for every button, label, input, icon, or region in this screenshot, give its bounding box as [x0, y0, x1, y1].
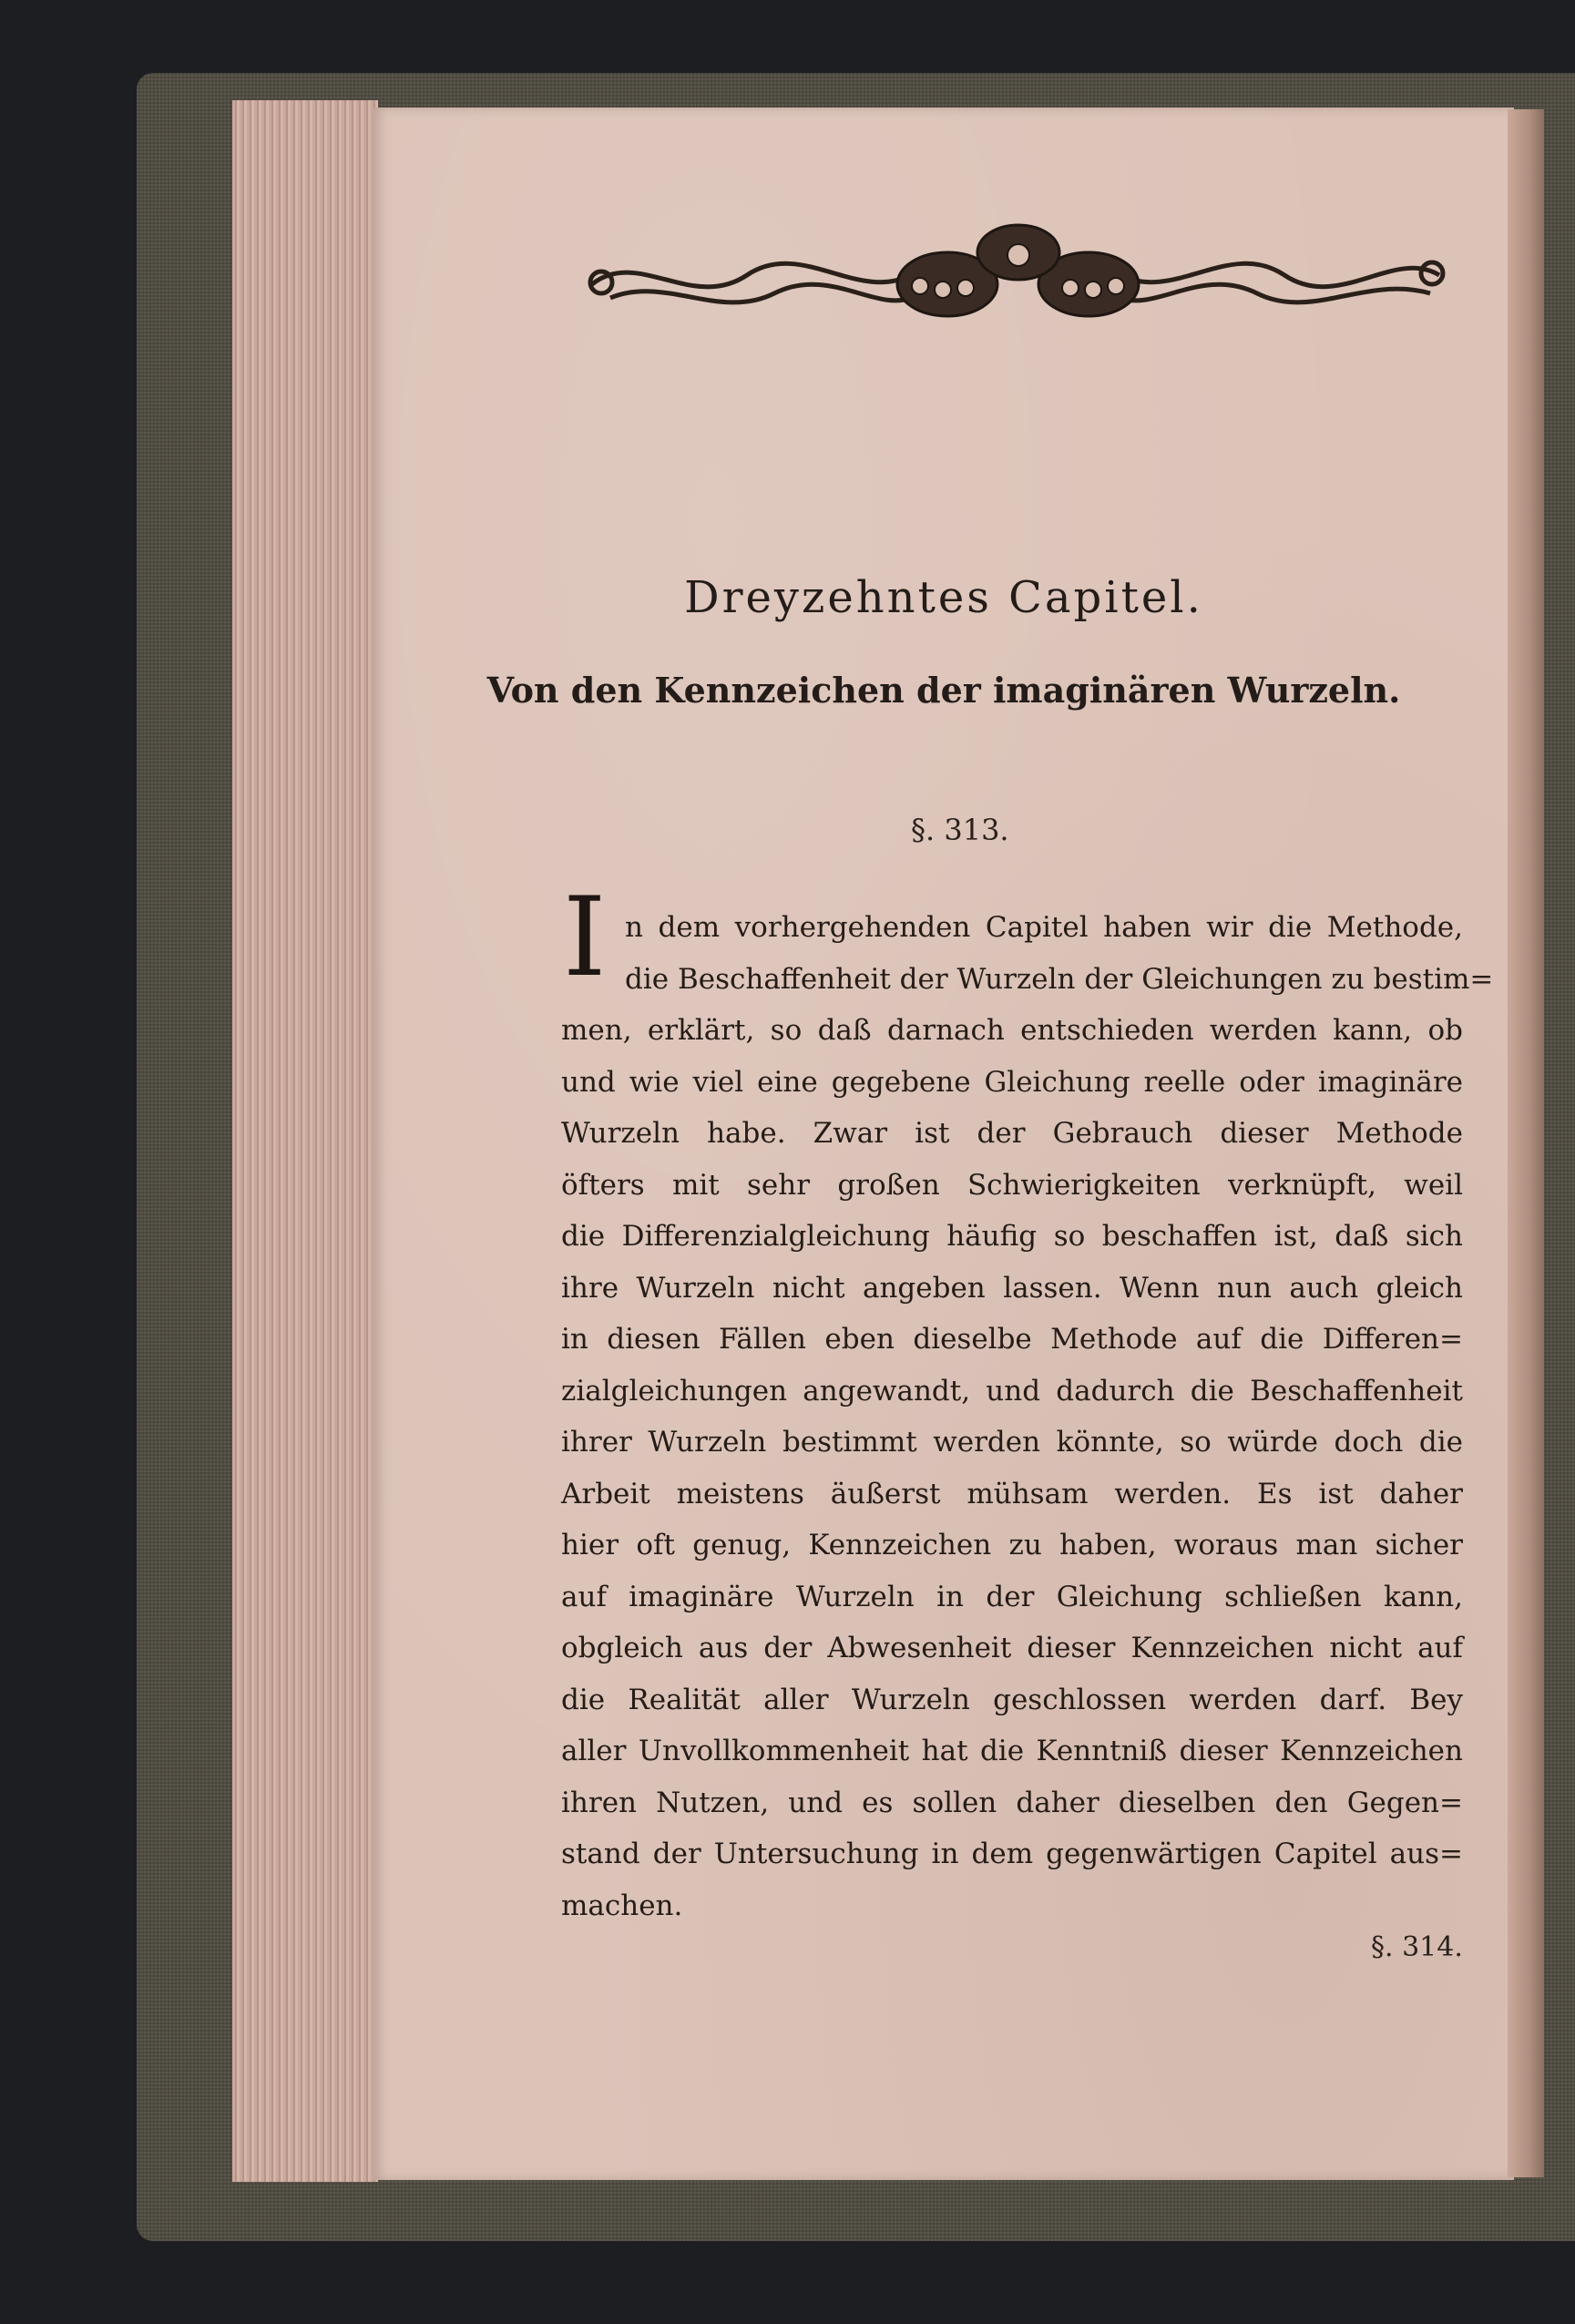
text-line: die Realität aller Wurzeln geschlossen werden darf. Bey	[561, 1683, 1463, 1716]
catchword: §. 314.	[1371, 1931, 1463, 1963]
text-line: die Beschaffenheit der Wurzeln der Gleichungen zu bestim=	[625, 962, 1494, 996]
page-edges	[232, 100, 378, 2182]
text-line: in diesen Fällen eben dieselbe Methode auf die Differen=	[561, 1323, 1463, 1356]
text-line: ihrer Wurzeln bestimmt werden könnte, so würde doch die	[561, 1426, 1463, 1459]
drop-cap: I	[563, 875, 607, 1001]
section-number: §. 313.	[911, 813, 1009, 847]
text-line: aller Unvollkommenheit hat die Kenntniß dieser Kennzeichen	[561, 1735, 1463, 1767]
text-line: Arbeit meistens äußerst mühsam werden. Es ist daher	[561, 1477, 1463, 1510]
text-line: n dem vorhergehenden Capitel haben wir die Methode,	[625, 911, 1463, 944]
text-line: die Differenzialgleichung häufig so beschaffen ist, daß sich	[561, 1220, 1463, 1253]
chapter-subtitle: Von den Kennzeichen der imaginären Wurzeln.	[486, 670, 1401, 711]
text-line: ihre Wurzeln nicht angeben lassen. Wenn nun auch gleich	[561, 1271, 1463, 1305]
decorative-headpiece	[583, 211, 1448, 330]
text-line: auf imaginäre Wurzeln in der Gleichung schließen kann,	[561, 1580, 1463, 1613]
text-line: stand der Untersuchung in dem gegenwärtigen Capitel aus=	[561, 1838, 1463, 1870]
text-line: machen.	[561, 1889, 683, 1922]
text-line: Wurzeln habe. Zwar ist der Gebrauch dieser Methode	[561, 1117, 1463, 1150]
text-line: und wie viel eine gegebene Gleichung reelle oder imaginäre	[561, 1065, 1463, 1099]
text-line: obgleich aus der Abwesenheit dieser Kennzeichen nicht auf	[561, 1632, 1463, 1664]
text-line: öfters mit sehr großen Schwierigkeiten verknüpft, weil	[561, 1168, 1463, 1202]
text-line: men, erklärt, so daß darnach entschieden werden kann, ob	[561, 1014, 1463, 1047]
text-line: ihren Nutzen, und es sollen daher dieselben den Gegen=	[561, 1786, 1463, 1819]
text-line: hier oft genug, Kennzeichen zu haben, woraus man sicher	[561, 1529, 1463, 1561]
body-paragraph	[561, 902, 1494, 1931]
page-gutter	[1508, 109, 1544, 2177]
text-line: zialgleichungen angewandt, und dadurch die Beschaffenheit	[561, 1374, 1463, 1408]
chapter-title: Dreyzehntes Capitel.	[684, 572, 1203, 623]
